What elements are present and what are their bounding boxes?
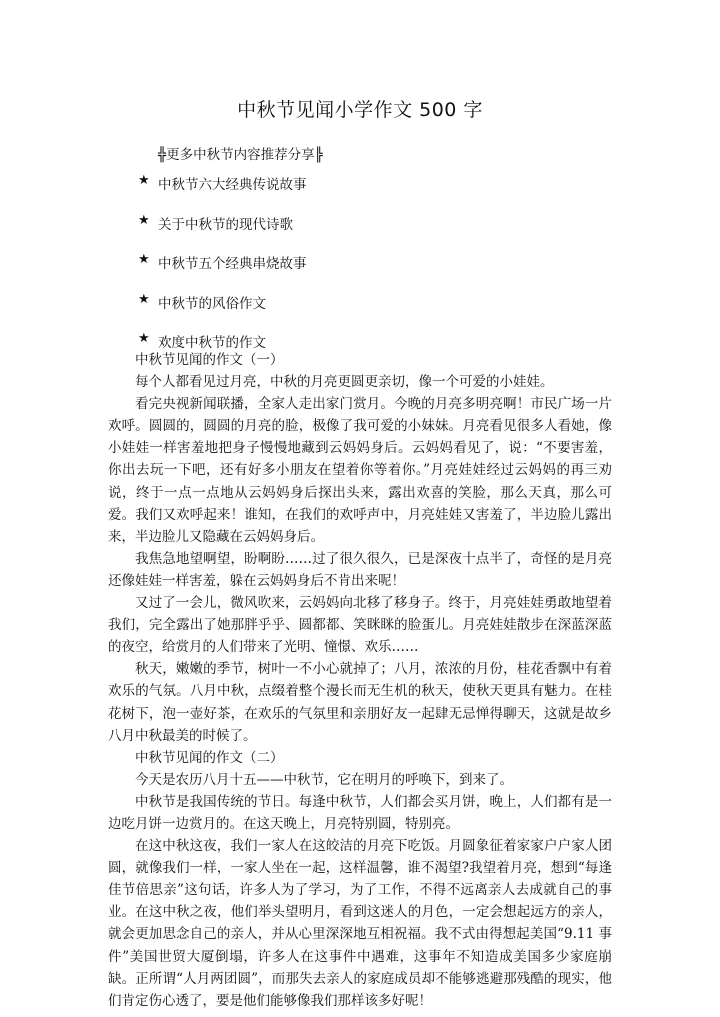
recommendation-link[interactable]: 中秋节五个经典串烧故事 — [158, 256, 307, 272]
paragraph: 中秋节是我国传统的节日。每逢中秋节，人们都会买月饼，晚上，人们都有是一边吃月饼一边赏月的。在这天晚上，月亮特别圆，特别亮。 — [108, 793, 612, 832]
essay-body — [108, 349, 612, 1012]
list-item[interactable] — [138, 292, 307, 332]
star-icon: ★ — [138, 331, 150, 346]
recommendation-link[interactable]: 欢度中秋节的作文 — [158, 335, 266, 351]
list-item[interactable] — [138, 213, 307, 253]
recommendation-link[interactable]: 中秋节的风俗作文 — [158, 295, 266, 312]
paragraph: 今天是农历八月十五——中秋节，它在明月的呼唤下，到来了。 — [135, 771, 513, 788]
paragraph: 我焦急地望啊望，盼啊盼……过了很久很久，已是深夜十点半了，奇怪的是月亮还像娃娃一样害羞，躲在云妈妈身后不肯出来呢！ — [108, 550, 612, 589]
paragraph: 又过了一会儿，微风吹来，云妈妈向北移了移身子。终于，月亮娃娃勇敢地望着我们，完全露出了她那胖乎乎、圆都都、笑眯眯的脸蛋儿。月亮娃娃散步在深蓝深蓝的夜空，给赏月的人们带来了光明、憧憬、欢乐…… — [108, 595, 612, 656]
paragraph: 在这中秋这夜，我们一家人在这皎洁的月亮下吃饭。月圆象征着家家户户家人团圆，就像我们一样，一家人坐在一起，这样温馨，谁不渴望?我望着月亮，想到“每逢佳节倍思亲”这句话，许多人为了学习，为了工作，不得不远离亲人去成就自己的事业。在这中秋之夜，他们举头望明月，看到这迷人的月色，一定会想起远方的亲人，就会更加思念自己的亲人，并从心里深深地互相祝福。我不式由得想起美国“9.11 事件”美国世贸大厦倒塌，许多人在这事件中遇难，这事年不知造成美国多少家庭崩缺。正所谓“人月两团圆”，而那失去亲人的家庭成员却不能够逃避那残酷的现实，他们肯定伤心透了，要是他们能够像我们那样该多好呢！ — [108, 838, 612, 1009]
recommendation-link[interactable]: 中秋节六大经典传说故事 — [158, 177, 307, 193]
star-icon: ★ — [138, 173, 150, 188]
essay-heading: 中秋节见闻的作文（一） — [135, 352, 284, 368]
paragraph: 看完央视新闻联播，全家人走出家门赏月。今晚的月亮多明亮啊！市民广场一片欢呼。圆圆的，圆圆的月亮的脸，极像了我可爱的小妹妹。月亮看见很多人看她，像小娃娃一样害羞地把身子慢慢地藏到云妈妈身后。云妈妈看见了，说：“不要害羞，你出去玩一下吧，还有好多小朋友在望着你等着你。”月亮娃娃经过云妈妈的再三劝说，终于一点一点地从云妈妈身后探出头来，露出欢喜的笑脸，那么天真，那么可爱。我们又欢呼起来！谁知，在我们的欢呼声中，月亮娃娃又害羞了，半边脸儿露出来，半边脸儿又隐藏在云妈妈身后。 — [108, 396, 612, 545]
essay-heading: 中秋节见闻的作文（二） — [135, 749, 284, 766]
list-item[interactable] — [138, 173, 307, 213]
star-icon: ★ — [138, 291, 150, 307]
page-title: 中秋节见闻小学作文 500 字 — [237, 99, 483, 121]
more-recommendations-link[interactable]: ╬更多中秋节内容推荐分享╠ — [158, 147, 323, 163]
star-icon: ★ — [138, 252, 150, 267]
paragraph: 秋天，嫩嫩的季节，树叶一不小心就掉了；八月，浓浓的月份，桂花香飘中有着欢乐的气氛。八月中秋，点缀着整个漫长而无生机的秋天，使秋天更具有魅力。在桂花树下，泡一壶好茶，在欢乐的气氛里和亲朋好友一起肆无忌惮得聊天，这就是故乡八月中秋最美的时候了。 — [108, 661, 612, 744]
star-icon: ★ — [138, 212, 150, 228]
paragraph: 每个人都看见过月亮，中秋的月亮更圆更亲切，像一个可爱的小娃娃。 — [135, 374, 554, 391]
recommendation-list — [138, 173, 307, 371]
recommendation-link[interactable]: 关于中秋节的现代诗歌 — [158, 216, 293, 233]
list-item[interactable] — [138, 252, 307, 292]
